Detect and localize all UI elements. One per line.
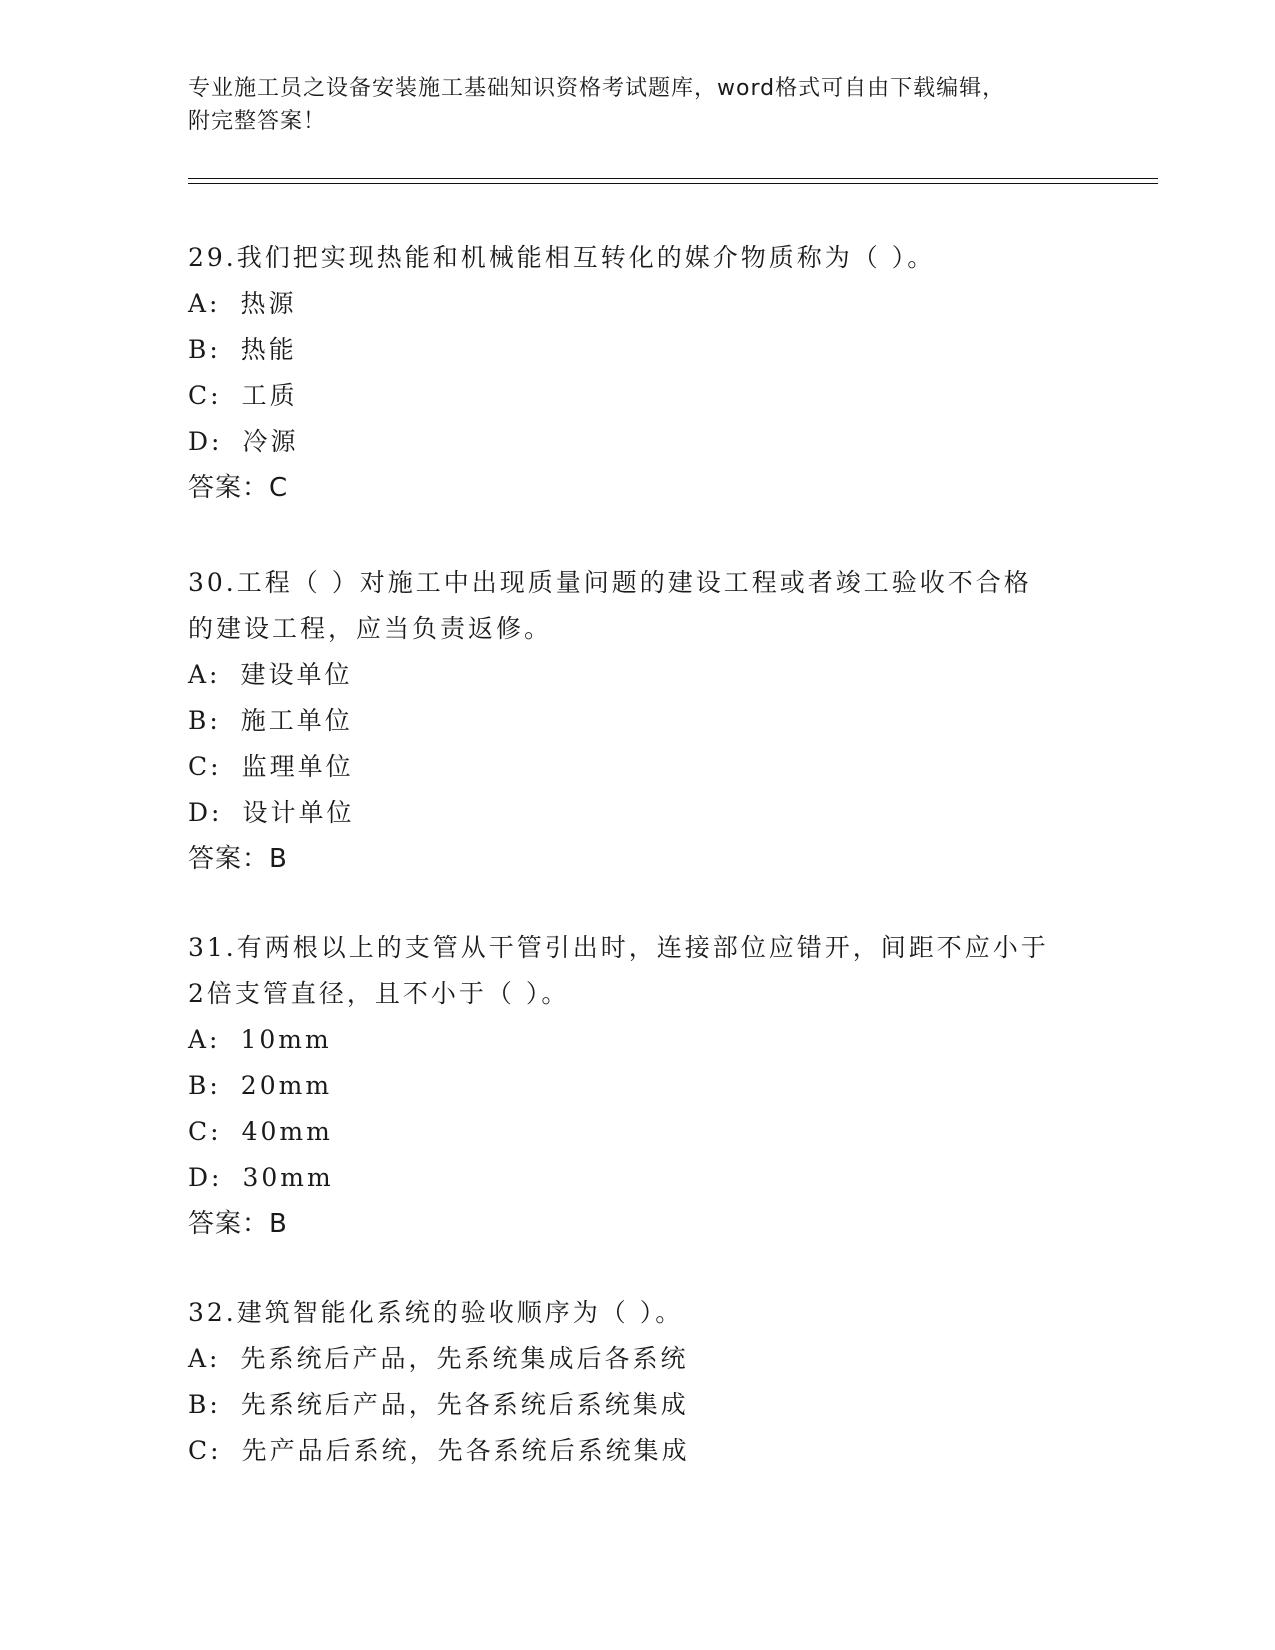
answer-line: 答案：C [188, 473, 289, 503]
option-a [188, 1336, 1088, 1382]
option-key: C: [188, 1436, 222, 1465]
header-line-1: 专业施工员之设备安装施工基础知识资格考试题库，word格式可自由下载编辑， [188, 76, 1006, 101]
option-b [188, 1063, 1088, 1109]
question-text: 32.建筑智能化系统的验收顺序为（ ）。 [188, 1298, 684, 1327]
option-key: C: [188, 381, 222, 410]
option-key: A: [188, 1344, 221, 1373]
option-key: B: [188, 335, 221, 364]
answer-line: 答案：B [188, 844, 288, 874]
option-c [188, 1109, 1088, 1155]
option-text: 监理单位 [241, 752, 354, 781]
option-key: C: [188, 752, 222, 781]
question-text-line-1: 31.有两根以上的支管从干管引出时，连接部位应错开，间距不应小于 [188, 933, 1049, 962]
question-text: 29.我们把实现热能和机械能相互转化的媒介物质称为（ ）。 [188, 243, 936, 272]
option-text: 热源 [240, 289, 297, 318]
option-a [188, 652, 1088, 698]
option-d [188, 1155, 1088, 1201]
option-text: 10mm [240, 1025, 332, 1054]
header-divider-top [188, 178, 1158, 179]
option-text: 工质 [241, 381, 298, 410]
question-text-line-2: 2倍支管直径，且不小于（ ）。 [188, 979, 570, 1008]
document-header [188, 72, 1068, 138]
option-c [188, 744, 1088, 790]
option-key: A: [188, 1025, 221, 1054]
answer-line: 答案：B [188, 1209, 288, 1239]
question-29 [188, 235, 1088, 511]
question-30 [188, 560, 1088, 882]
option-d [188, 790, 1088, 836]
option-text: 设计单位 [242, 798, 355, 827]
option-a [188, 281, 1088, 327]
option-a [188, 1017, 1088, 1063]
option-key: A: [188, 289, 221, 318]
option-text: 40mm [241, 1117, 333, 1146]
option-text: 先产品后系统，先各系统后系统集成 [241, 1436, 690, 1465]
option-text: 先系统后产品，先各系统后系统集成 [240, 1390, 689, 1419]
option-text: 20mm [240, 1071, 333, 1100]
option-text: 30mm [242, 1163, 334, 1192]
option-key: C: [188, 1117, 222, 1146]
header-line-2: 附完整答案！ [188, 109, 327, 134]
question-text-line-2: 的建设工程，应当负责返修。 [188, 614, 553, 643]
option-key: D: [188, 1163, 223, 1192]
option-text: 热能 [240, 335, 297, 364]
question-31 [188, 925, 1088, 1247]
question-text-line-1: 30.工程（ ）对施工中出现质量问题的建设工程或者竣工验收不合格 [188, 568, 1032, 597]
option-b [188, 698, 1088, 744]
option-b [188, 1382, 1088, 1428]
option-key: B: [188, 1071, 221, 1100]
option-key: B: [188, 706, 221, 735]
option-d [188, 419, 1088, 465]
option-key: D: [188, 798, 223, 827]
option-key: D: [188, 427, 223, 456]
option-c [188, 373, 1088, 419]
option-text: 先系统后产品，先系统集成后各系统 [240, 1344, 689, 1373]
option-b [188, 327, 1088, 373]
header-divider-bottom [188, 183, 1158, 184]
option-text: 施工单位 [240, 706, 353, 735]
option-c [188, 1428, 1088, 1474]
option-text: 建设单位 [240, 660, 353, 689]
option-key: B: [188, 1390, 221, 1419]
option-text: 冷源 [242, 427, 299, 456]
question-32 [188, 1290, 1088, 1474]
option-key: A: [188, 660, 221, 689]
